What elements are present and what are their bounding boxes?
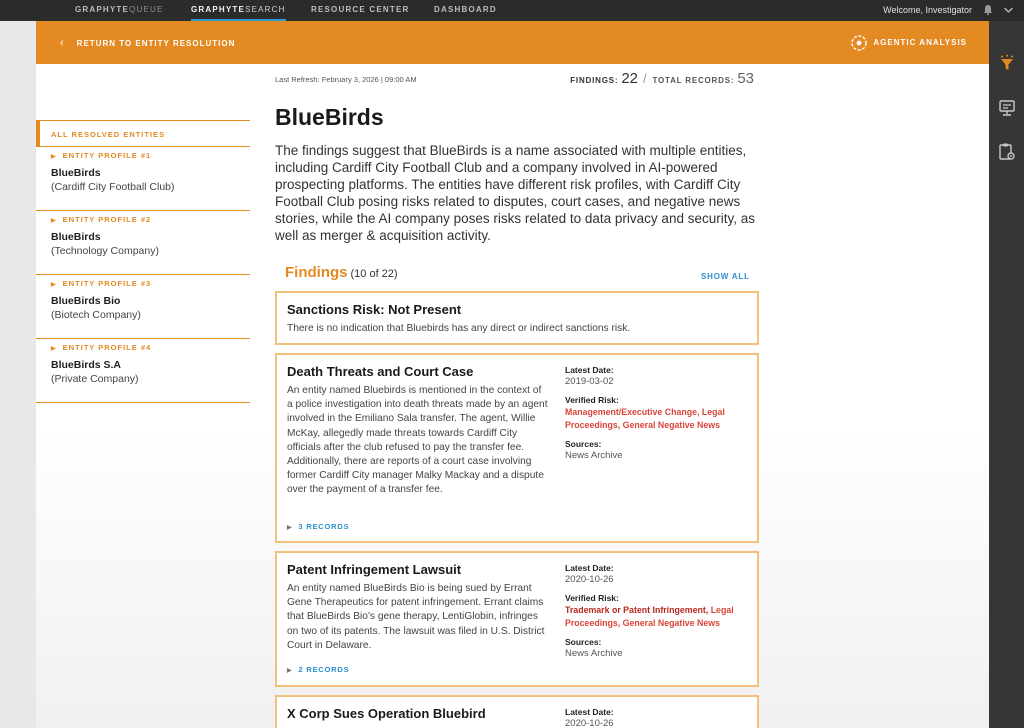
profile-description: (Private Company) [51, 373, 139, 385]
findings-count: 22 [621, 70, 639, 87]
finding-title: Sanctions Risk: Not Present [287, 302, 462, 317]
profile-tag-label: ENTITY PROFILE #2 [62, 215, 152, 224]
caret-right-icon: ▶ [51, 154, 57, 160]
verified-risk-value [565, 604, 755, 629]
chevron-left-icon: ‹ [60, 37, 65, 49]
verified-risk-value: Management/Executive Change, Legal Proceedings, General Negative News [565, 407, 725, 430]
caret-right-icon: ▶ [287, 525, 293, 531]
gear-icon[interactable] [849, 33, 869, 53]
back-label: RETURN TO ENTITY RESOLUTION [76, 39, 236, 48]
latest-date-value: 2019-03-02 [565, 376, 614, 387]
sources-value: News Archive [565, 450, 623, 461]
finding-card-patent-infringement[interactable] [275, 551, 759, 687]
verified-risk-label: Verified Risk: [565, 593, 619, 603]
caret-right-icon: ▶ [51, 218, 57, 224]
entity-sidebar [36, 120, 250, 403]
total-records-count: 53 [737, 70, 754, 87]
profile-name: BlueBirds [51, 231, 101, 243]
latest-date-label: Latest Date: [565, 563, 614, 573]
finding-card-x-corp[interactable] [275, 695, 759, 728]
top-nav [0, 0, 1024, 21]
profile-name: BlueBirds S.A [51, 359, 122, 371]
profile-description: (Technology Company) [51, 245, 159, 257]
sidebar-item-entity-profile-4[interactable] [36, 339, 250, 403]
latest-date-label: Latest Date: [565, 707, 614, 717]
divider: / [643, 71, 648, 86]
bell-icon[interactable] [982, 4, 994, 16]
findings-counts [562, 70, 754, 87]
sources-label: Sources: [565, 637, 602, 647]
nav-item-resource-center[interactable] [311, 0, 409, 21]
welcome-text: Welcome, Investigator [883, 5, 972, 15]
finding-body: There is no indication that Bluebirds has any direct or indirect sanctions risk. [287, 323, 631, 334]
clipboard-gear-icon[interactable] [997, 142, 1017, 162]
sidebar-item-entity-profile-1[interactable] [36, 147, 250, 211]
finding-title: X Corp Sues Operation Bluebird [287, 706, 486, 721]
finding-meta [565, 707, 755, 728]
entity-header-bar [36, 21, 989, 64]
verified-risk-primary: Trademark or Patent Infringement, [565, 605, 709, 615]
finding-body: An entity named Bluebirds is mentioned in the context of a police investigation into death threats made by an agent involved in the Emiliano Sala transfer. The agent, Willie McKay, allegedly made threats towards Cardiff City officials after the club refused to pay the transfer fee. Additionally, there are reports of a court case involving former Cardiff City manager Malky Mackay and a dispute over the payment of a transfer fee. [287, 385, 548, 496]
return-to-entity-resolution-button[interactable] [60, 21, 235, 66]
funnel-icon[interactable] [997, 54, 1017, 74]
latest-date-value: 2020-10-26 [565, 574, 614, 585]
finding-meta [565, 365, 755, 469]
page-title: BlueBirds [275, 104, 384, 130]
chevron-down-icon[interactable] [1003, 5, 1014, 15]
profile-tag-label: ENTITY PROFILE #4 [62, 343, 152, 352]
records-toggle[interactable] [287, 665, 349, 674]
latest-date-label: Latest Date: [565, 365, 614, 375]
records-label: 3 RECORDS [298, 522, 350, 531]
sources-label: Sources: [565, 439, 602, 449]
findings-subcount: (10 of 22) [350, 268, 398, 280]
profile-description: (Biotech Company) [51, 309, 141, 321]
show-all-link[interactable]: SHOW ALL [701, 272, 750, 281]
findings-label: FINDINGS: [570, 76, 619, 85]
sources-value: News Archive [565, 648, 623, 659]
sidebar-item-entity-profile-3[interactable] [36, 275, 250, 339]
caret-right-icon: ▶ [287, 668, 293, 674]
verified-risk-secondary: Legal Proceedings, General Negative News [565, 605, 734, 628]
verified-risk-label: Verified Risk: [565, 395, 619, 405]
finding-title: Patent Infringement Lawsuit [287, 562, 462, 577]
nav-item-dashboard[interactable] [434, 0, 497, 21]
nav-item-graphyte-queue[interactable] [75, 0, 164, 21]
findings-heading-label: Findings [285, 264, 348, 281]
finding-card-sanctions[interactable] [275, 291, 759, 345]
profile-description: (Cardiff City Football Club) [51, 181, 175, 193]
nav-label-light: QUEUE [129, 5, 164, 14]
caret-right-icon: ▶ [51, 282, 57, 288]
profile-tag-label: ENTITY PROFILE #3 [62, 279, 152, 288]
records-toggle[interactable] [287, 522, 349, 531]
findings-heading [285, 264, 398, 281]
profile-tag [51, 151, 250, 160]
sidebar-item-entity-profile-2[interactable] [36, 211, 250, 275]
nav-label: RESOURCE CENTER [311, 5, 410, 14]
profile-tag [51, 215, 250, 224]
finding-body: An entity named BlueBirds Bio is being sued by Errant Gene Therapeutics for patent infringement. Errant claims that BlueBirds Bio's gene therapy, LentiGlobin, infringes on two of its patents. The lawsuit was filed in U.S. District Court in Delaware. [287, 583, 545, 651]
nav-label-bold: GRAPHYTE [75, 5, 130, 14]
profile-name: BlueBirds [51, 167, 101, 179]
entity-summary: The findings suggest that BlueBirds is a name associated with multiple entities, including Cardiff City Football Club and a company involved in AI-powered prospecting platforms. The entities have different risk profiles, with Cardiff City Football Club posing risks related to disputes, court cases, and negative news stories, while the AI company poses risks related to data privacy and security, as well as merger & acquisition activity. [275, 143, 755, 243]
profile-tag-label: ENTITY PROFILE #1 [62, 151, 152, 160]
monitor-icon[interactable] [997, 98, 1017, 118]
latest-date-value: 2020-10-26 [565, 718, 614, 728]
profile-tag [51, 279, 250, 288]
right-tool-rail [989, 21, 1024, 728]
nav-label-bold: GRAPHYTE [191, 5, 246, 14]
caret-right-icon: ▶ [51, 346, 57, 352]
nav-label-light: SEARCH [245, 5, 286, 14]
last-refresh-text: Last Refresh: February 3, 2026 | 09:00 AM [275, 75, 417, 84]
profile-tag [51, 343, 250, 352]
finding-meta [565, 563, 755, 667]
finding-title: Death Threats and Court Case [287, 364, 474, 379]
records-label: 2 RECORDS [298, 665, 350, 674]
profile-name: BlueBirds Bio [51, 295, 121, 307]
finding-card-death-threats[interactable] [275, 353, 759, 543]
nav-label: DASHBOARD [434, 5, 497, 14]
total-records-label: TOTAL RECORDS: [652, 76, 735, 85]
nav-item-graphyte-search[interactable] [191, 0, 286, 21]
agentic-analysis-button[interactable]: AGENTIC ANALYSIS [873, 38, 967, 47]
all-resolved-entities-link[interactable]: ALL RESOLVED ENTITIES [36, 120, 250, 147]
